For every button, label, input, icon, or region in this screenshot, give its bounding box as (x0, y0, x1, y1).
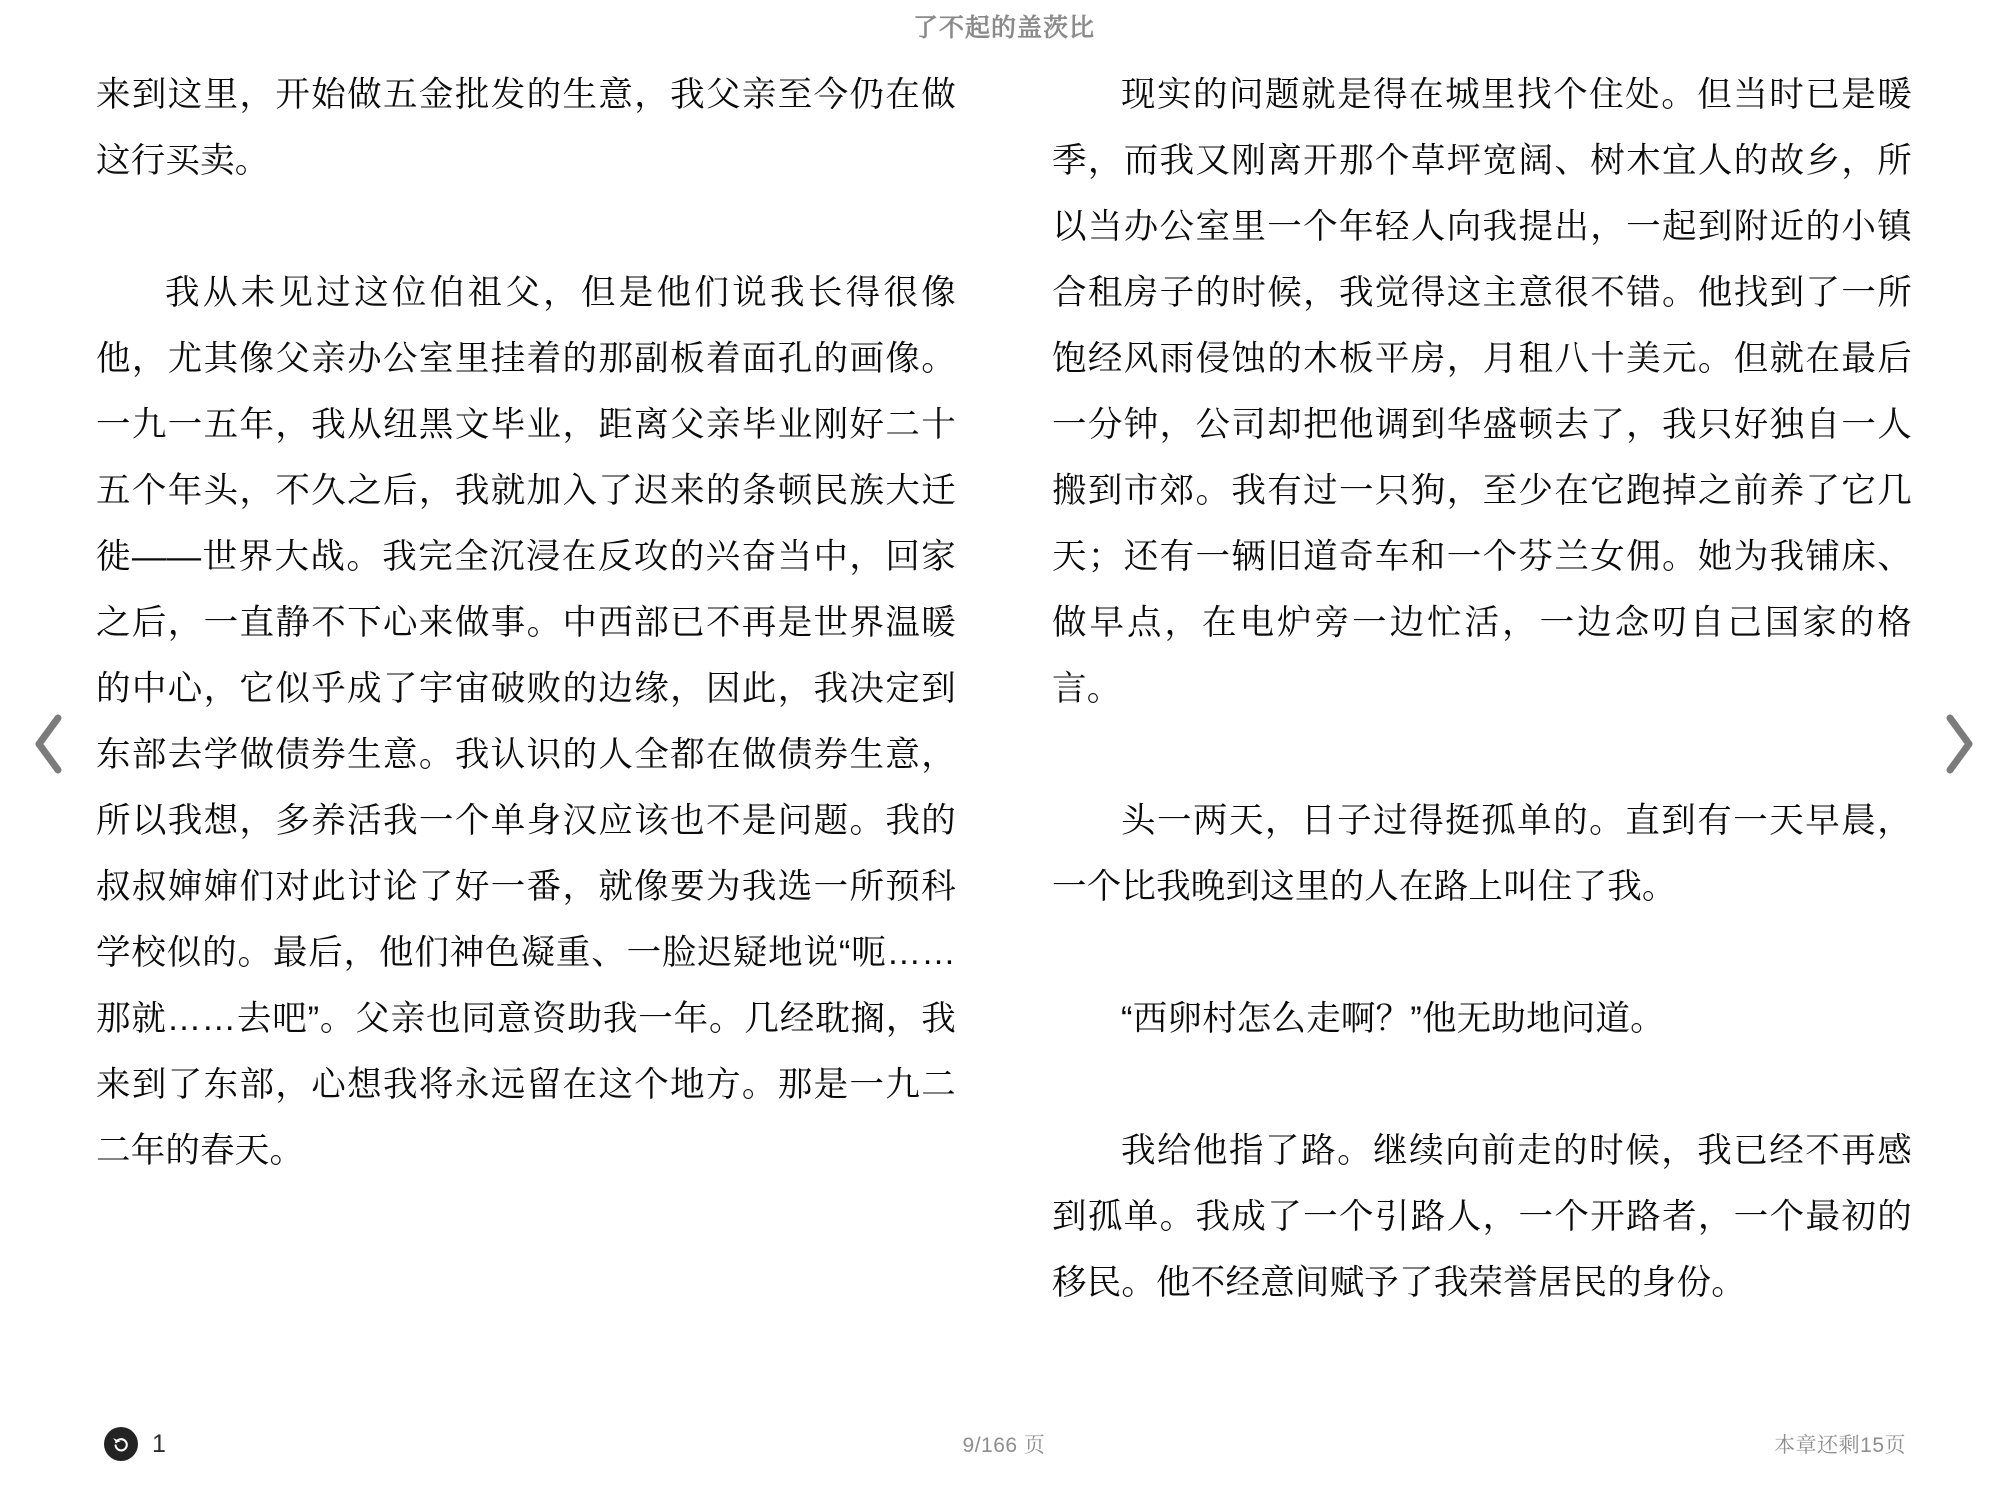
paragraph: 头一两天，日子过得挺孤单的。直到有一天早晨，一个比我晚到这里的人在路上叫住了我。 (1052, 802, 1912, 906)
chapter-remaining-label: 本章还剩15页 (1774, 1434, 1906, 1457)
paragraph: “西卵村怎么走啊？”他无助地问道。 (1121, 1000, 1665, 1038)
page-title: 了不起的盖茨比 (912, 13, 1095, 42)
page-body (96, 62, 1912, 1362)
previous-page-button[interactable] (0, 0, 96, 1488)
paragraph: 我从未见过这位伯祖父，但是他们说我长得很像他，尤其像父亲办公室里挂着的那副板着面孔的画像。一九一五年，我从纽黑文毕业，距离父亲毕业刚好二十五个年头，不久之后，我就加入了迟来的条顿民族大迁徙——世界大战。我完全沉浸在反攻的兴奋当中，回家之后，一直静不下心来做事。中西部已不再是世界温暖的中心，它似乎成了宇宙破败的边缘，因此，我决定到东部去学做债券生意。我认识的人全都在做债券生意，所以我想，多养活我一个单身汉应该也不是问题。我的叔叔婶婶们对此讨论了好一番，就像要为我选一所预科学校似的。最后，他们神色凝重、一脸迟疑地说“呃……那就……去吧”。父亲也同意资助我一年。几经耽搁，我来到了东部，心想我将永远留在这个地方。那是一九二二年的春天。 (96, 274, 956, 1170)
paragraph: 现实的问题就是得在城里找个住处。但当时已是暖季，而我又刚离开那个草坪宽阔、树木宜人的故乡，所以当办公室里一个年轻人向我提出，一起到附近的小镇合租房子的时候，我觉得这主意很不错。他找到了一所饱经风雨侵蚀的木板平房，月租八十美元。但就在最后一分钟，公司却把他调到华盛顿去了，我只好独自一人搬到市郊。我有过一只狗，至少在它跑掉之前养了它几天；还有一辆旧道奇车和一个芬兰女佣。她为我铺床、做早点，在电炉旁一边忙活，一边念叨自己国家的格言。 (1052, 76, 1912, 708)
page-indicator: 9/166 页 (962, 1434, 1046, 1457)
paragraph: 来到这里，开始做五金批发的生意，我父亲至今仍在做这行买卖。 (96, 76, 956, 180)
chevron-right-icon (1943, 713, 1977, 775)
column-right (1052, 62, 1912, 1362)
paragraph: 我给他指了路。继续向前走的时候，我已经不再感到孤单。我成了一个引路人，一个开路者，一个最初的移民。他不经意间赋予了我荣誉居民的身份。 (1052, 1132, 1912, 1302)
column-left (96, 62, 956, 1362)
undo-count-label: 1 (152, 1429, 166, 1458)
reader-header (0, 0, 2008, 56)
reader-footer (0, 1400, 2008, 1488)
next-page-button[interactable] (1912, 0, 2008, 1488)
chevron-left-icon (31, 713, 65, 775)
